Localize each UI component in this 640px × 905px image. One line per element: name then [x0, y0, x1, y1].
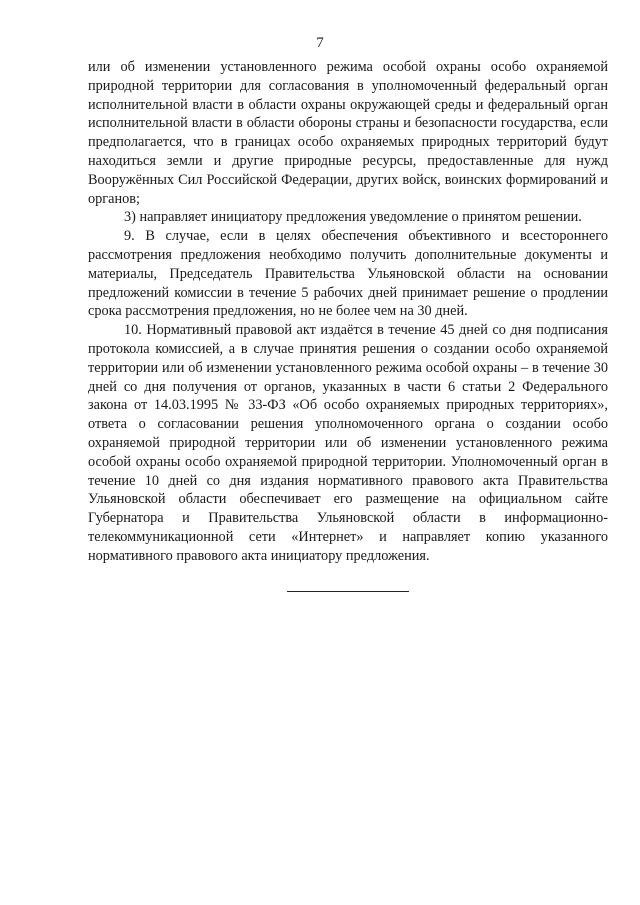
- paragraph-9: 9. В случае, если в целях обеспечения объективного и всестороннего рассмотрения предложения необходимо получить дополнительные документы и материалы, Председатель Правительства Ульяновской области на основании предложений комиссии в течение 5 рабочих дней принимает решение о продлении срока рассмотрения предложения, но не более чем на 30 дней.: [88, 228, 608, 320]
- paragraph-10: 10. Нормативный правовой акт издаётся в течение 45 дней со дня подписания протокола комиссией, а в случае принятия решения о создании особо охраняемой территории или об изменении установленного режима особой охраны – в течение 30 дней со дня получения от органов, указанных в части 6 статьи 2 Федерального закона от 14.03.1995 № 33-ФЗ «Об особо охраняемых природных территориях», ответа о согласовании решения уполномоченного органа о создании особо охраняемой природной территории или об изменении установленного режима особой охраны особо охраняемой природной территории. Уполномоченный орган в течение 10 дней со дня издания нормативного правового акта Правительства Ульяновской области обеспечивает его размещение на официальном сайте Губернатора и Правительства Ульяновской области в информационно-телекоммуникационной сети «Интернет» и направляет копию указанного нормативного правового акта инициатору предложения.: [88, 322, 608, 564]
- page-number: 7: [316, 35, 324, 51]
- paragraph-item-3: 3) направляет инициатору предложения уведомление о принятом решении.: [124, 209, 582, 226]
- paragraph-continuation: или об изменении установленного режима особой охраны особо охраняемой природной территории для согласования в уполномоченный федеральный орган исполнительной власти в области охраны окружающей среды и федеральный орган исполнительной власти в области обороны страны и безопасности государства, если предполагается, что в границах особо охраняемых природных территорий будут находиться земли и другие природные ресурсы, предоставленные для нужд Вооружённых Сил Российской Федерации, других войск, воинских формирований и органов;: [88, 59, 608, 207]
- end-separator-line: [287, 591, 409, 592]
- document-body: [88, 58, 608, 566]
